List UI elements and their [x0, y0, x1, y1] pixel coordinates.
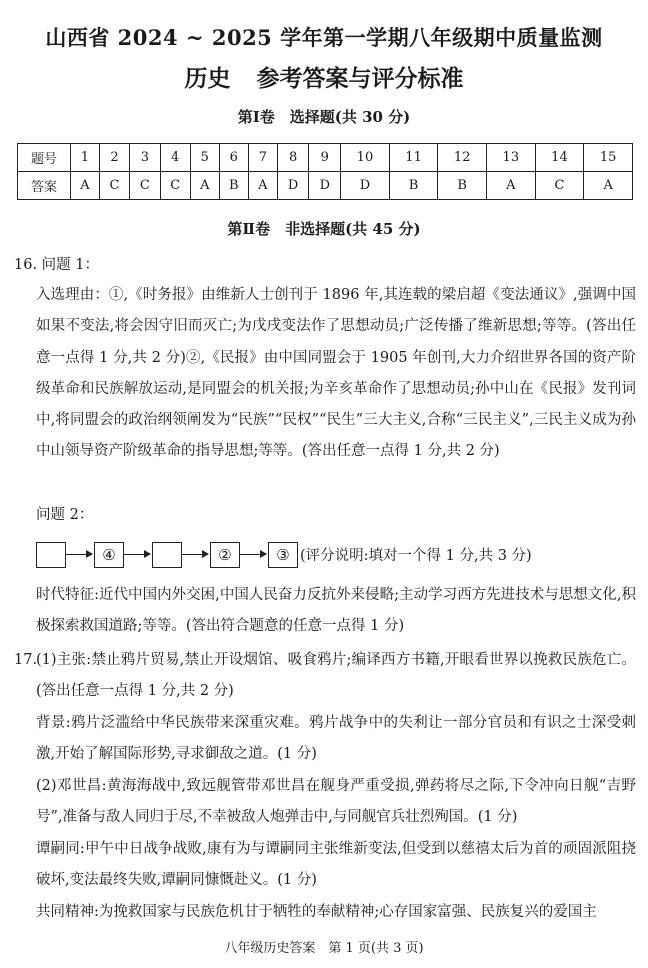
table-cell: 1 — [71, 144, 100, 172]
table-cell: 4 — [160, 144, 190, 172]
table-cell: D — [277, 172, 309, 200]
table-cell: A — [584, 172, 633, 200]
row-label: 答案 — [18, 172, 71, 200]
table-cell: D — [309, 172, 341, 200]
page-footer: 八年级历史答案 第 1 页(共 3 页) — [224, 941, 424, 956]
page-subtitle — [0, 60, 648, 93]
table-cell: C — [99, 172, 129, 200]
table-cell: A — [487, 172, 536, 200]
table-cell: C — [130, 172, 160, 200]
table-cell: A — [71, 172, 100, 200]
sequence-box-1 — [36, 542, 66, 568]
arrow-icon — [240, 554, 266, 555]
q17-common-spirit: 共同精神:为挽救国家与民族危机甘于牺牲的奉献精神;心存国家富强、民族复兴的爱国主 — [36, 904, 597, 920]
table-cell: 12 — [438, 144, 487, 172]
table-cell: 2 — [99, 144, 129, 172]
row-label: 题号 — [18, 144, 71, 172]
q16-heading: 16. 问题 1： — [14, 257, 100, 273]
table-cell: 14 — [535, 144, 584, 172]
q17-background: 背景:鸦片泛滥给中华民族带来深重灾难。鸦片战争中的失利让一部分官员和有识之士深受刺激,开始了解国际形势,寻求御敌之道。(1 分) — [36, 715, 636, 763]
arrow-icon — [66, 554, 92, 555]
table-cell: C — [160, 172, 190, 200]
table-cell: 5 — [190, 144, 219, 172]
q16-reason-paragraph: 入选理由：①,《时务报》由维新人士创刊于 1896 年,其连载的梁启超《变法通议》,强调中国如果不变法,将会因守旧而灭亡;为戊戌变法作了思想动员;广泛传播了维新思想;等等。(答出任意一点得 1 分,共 2 分)②,《民报》由中国同盟会于 1905 年创刊,大力介绍世界各国的资产阶级革命和民族解放运动,是同盟会的机关报;为辛亥革命作了思想动员;孙中山在《民报》发刊词中,将同盟会的政治纲领阐发为“民族”“民权”“民生”三大主义,合称“三民主义”,三民主义成为孙中山领导资产阶级革命的指导思想;等等。(答出任意一点得 1 分,共 2 分) — [36, 287, 636, 460]
table-cell: 15 — [584, 144, 633, 172]
sequence-box-2: ④ — [94, 542, 124, 568]
table-cell: 10 — [341, 144, 390, 172]
q16-question2-heading: 问题 2： — [36, 507, 94, 523]
table-cell: 6 — [219, 144, 248, 172]
answer-table — [17, 143, 633, 200]
sequence-box-5: ③ — [268, 542, 298, 568]
table-cell: A — [248, 172, 277, 200]
table-cell: C — [535, 172, 584, 200]
table-cell: 13 — [487, 144, 536, 172]
table-cell: 3 — [130, 144, 160, 172]
q17-deng-shichang: (2)邓世昌:黄海海战中,致远舰管带邓世昌在舰身严重受损,弹药将尽之际,下令冲向日舰“吉野号”,准备与敌人同归于尽,不幸被敌人炮弹击中,与同舰官兵壮烈殉国。(1 分) — [36, 778, 636, 826]
q16-era-feature: 时代特征:近代中国内外交困,中国人民奋力反抗外来侵略;主动学习西方先进技术与思想文化,积极探索救国道路;等等。(答出符合题意的任意一点得 1 分) — [36, 587, 636, 635]
section2-title: 第Ⅱ卷 非选择题(共 45 分) — [227, 220, 421, 238]
sequence-note: (评分说明:填对一个得 1 分,共 3 分) — [300, 548, 532, 564]
table-cell: B — [438, 172, 487, 200]
sequence-box-3 — [152, 542, 182, 568]
table-cell: A — [190, 172, 219, 200]
table-cell: 9 — [309, 144, 341, 172]
table-cell: 8 — [277, 144, 309, 172]
table-cell: D — [341, 172, 390, 200]
table-cell: B — [219, 172, 248, 200]
table-cell: B — [389, 172, 438, 200]
page-title: 山西省 2024 ~ 2025 学年第一学期八年级期中质量监测 — [45, 25, 603, 50]
subtitle-label: 参考答案与评分标准 — [256, 65, 464, 92]
subject-label: 历史 — [184, 65, 231, 92]
q17-proposal: (1)主张:禁止鸦片贸易,禁止开设烟馆、吸食鸦片;编译西方书籍,开眼看世界以挽救民族危亡。(答出任意一点得 1 分,共 2 分) — [36, 652, 636, 700]
q17-number: 17. — [14, 652, 38, 668]
number-row — [18, 144, 633, 172]
answer-row — [18, 172, 633, 200]
q17-tan-sitong: 谭嗣同:甲午中日战争战败,康有为与谭嗣同主张维新变法,但受到以慈禧太后为首的顽固派阻挠破坏,变法最终失败,谭嗣同慷慨赴义。(1 分) — [36, 841, 636, 889]
sequence-box-4: ② — [210, 542, 240, 568]
table-cell: 7 — [248, 144, 277, 172]
table-cell: 11 — [389, 144, 438, 172]
section1-title: 第Ⅰ卷 选择题(共 30 分) — [237, 108, 411, 126]
arrow-icon — [182, 554, 208, 555]
arrow-icon — [124, 554, 150, 555]
